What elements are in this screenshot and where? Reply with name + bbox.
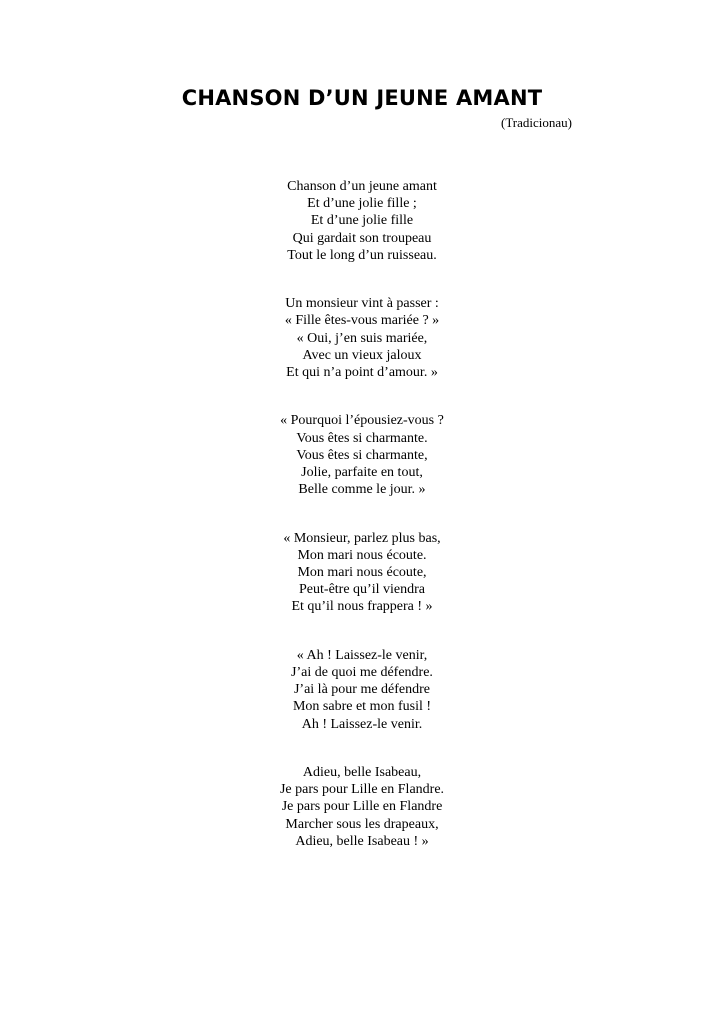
poem-line: Et qu’il nous frappera ! » xyxy=(291,599,433,615)
poem-line: Peut-être qu’il viendra xyxy=(299,582,425,598)
page-title: CHANSON D’UN JEUNE AMANT xyxy=(181,86,543,110)
poem-line: Tout le long d’un ruisseau. xyxy=(287,247,437,263)
stanza-2 xyxy=(0,295,724,381)
poem-line: Et d’une jolie fille xyxy=(310,213,414,229)
poem-line: Chanson d’un jeune amant xyxy=(287,179,437,194)
poem-line: Je pars pour Lille en Flandre. xyxy=(279,782,445,798)
poem-line: « Oui, j’en suis mariée, xyxy=(296,330,428,346)
poem-line: Et d’une jolie fille ; xyxy=(307,196,417,212)
stanza-1 xyxy=(0,178,724,264)
poem-line: « Fille êtes-vous mariée ? » xyxy=(284,313,440,329)
poem-line: Mon mari nous écoute. xyxy=(297,547,427,563)
poem-line: Je pars pour Lille en Flandre xyxy=(281,799,443,815)
stanza-3 xyxy=(0,412,724,498)
poem-line: Un monsieur vint à passer : xyxy=(285,296,439,312)
page-subtitle: (Tradicionau) xyxy=(500,115,572,130)
poem-line: Avec un vieux jaloux xyxy=(302,347,422,363)
poem-line: Et qui n’a point d’amour. » xyxy=(286,365,438,381)
stanza-6 xyxy=(0,764,724,850)
poem-line: Mon mari nous écoute, xyxy=(297,565,427,581)
poem-line: « Monsieur, parlez plus bas, xyxy=(283,530,441,546)
poem-line: J’ai là pour me défendre xyxy=(293,682,431,698)
stanza-4 xyxy=(0,530,724,616)
poem-line: Qui gardait son troupeau xyxy=(292,230,432,246)
stanza-5 xyxy=(0,647,724,733)
poem-line: Adieu, belle Isabeau, xyxy=(302,765,422,781)
poem xyxy=(0,178,724,881)
poem-line: J’ai de quoi me défendre. xyxy=(291,665,433,681)
poem-line: « Ah ! Laissez-le venir, xyxy=(296,647,428,663)
poem-line: Vous êtes si charmante, xyxy=(296,447,428,463)
poem-line: Mon sabre et mon fusil ! xyxy=(292,699,432,715)
poem-line: « Pourquoi l’épousiez-vous ? xyxy=(280,413,444,429)
poem-line: Jolie, parfaite en tout, xyxy=(301,465,423,481)
poem-line: Ah ! Laissez-le venir. xyxy=(301,716,423,732)
poem-line: Adieu, belle Isabeau ! » xyxy=(295,833,429,849)
poem-line: Vous êtes si charmante. xyxy=(296,430,428,446)
poem-line: Belle comme le jour. » xyxy=(298,482,426,498)
poem-line: Marcher sous les drapeaux, xyxy=(285,816,439,832)
